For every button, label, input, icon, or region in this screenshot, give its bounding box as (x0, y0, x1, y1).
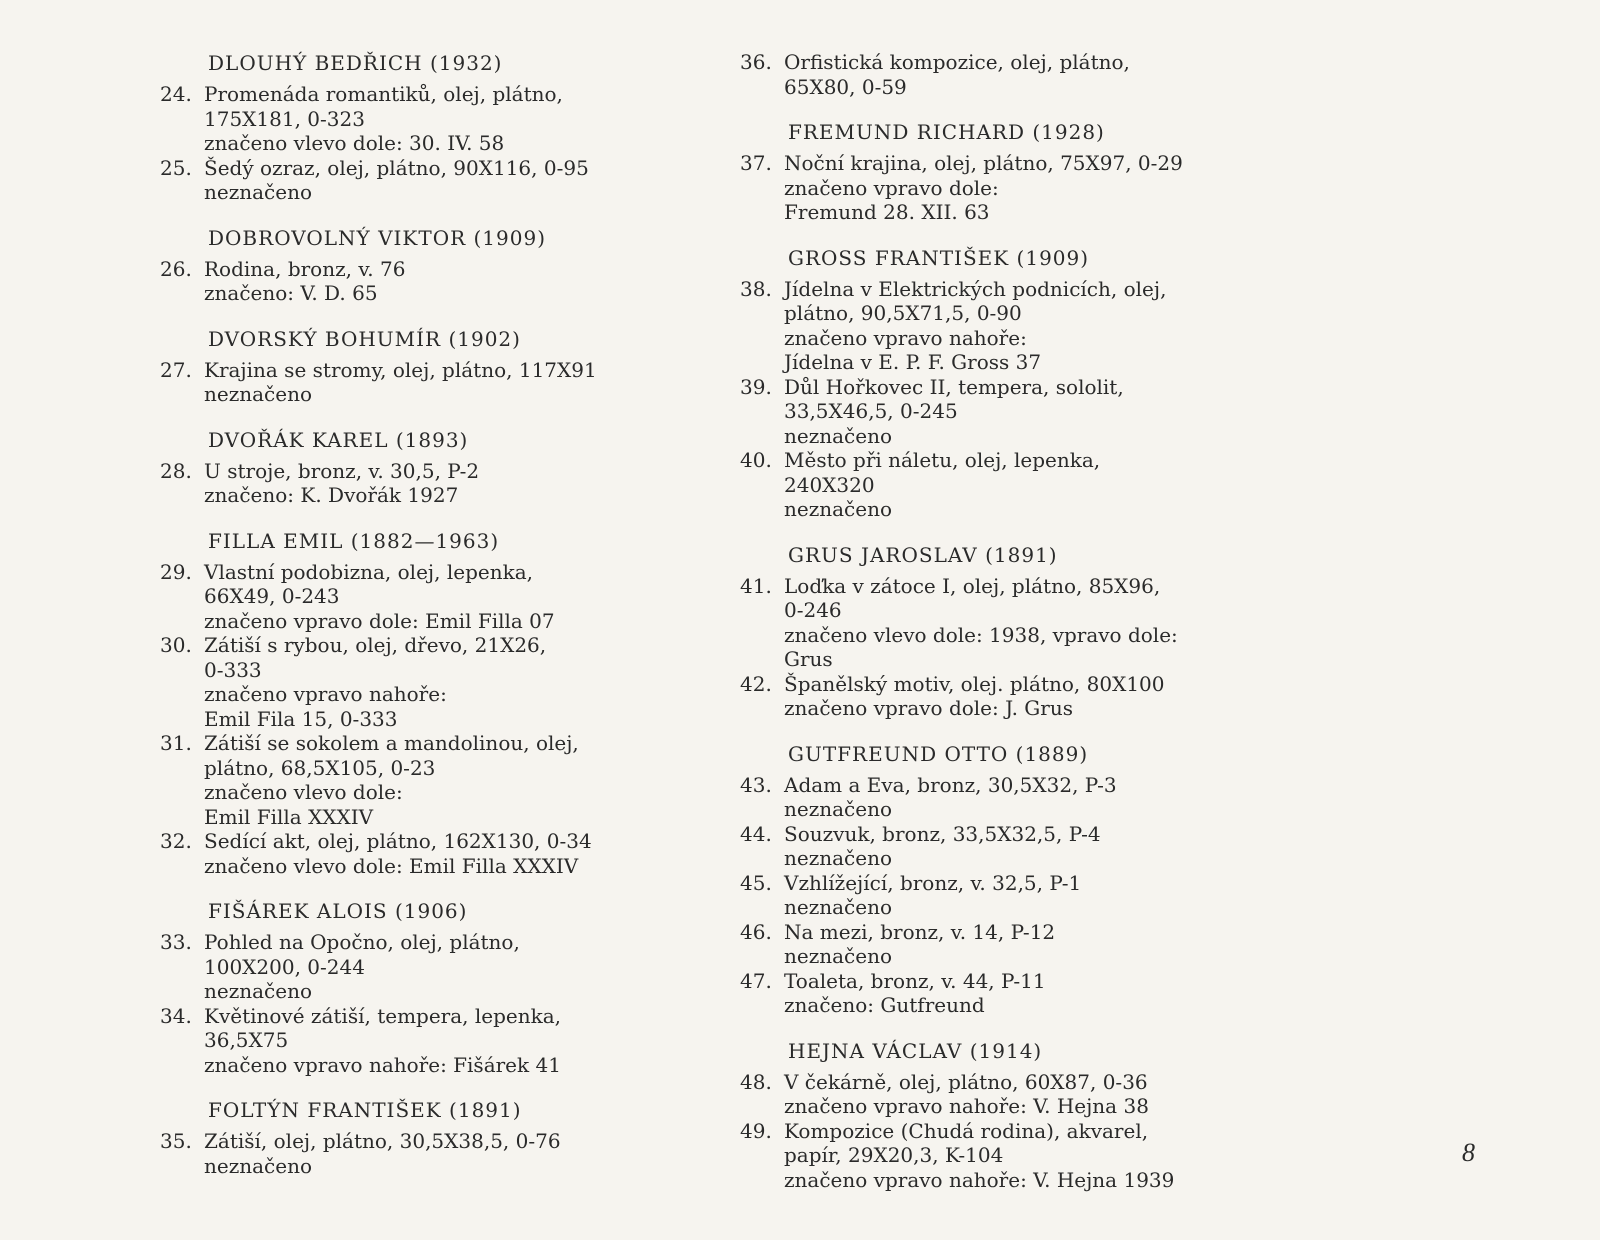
entry-line: plátno, 90,5X71,5, 0-90 (784, 301, 1022, 325)
artist-heading: GRUS JAROSLAV (1891) (788, 542, 1058, 567)
entry-line: 65X80, 0-59 (784, 74, 907, 99)
catalog-entry (160, 1129, 680, 1178)
catalog-entry (160, 560, 680, 634)
entry-number: 48. (740, 1069, 772, 1094)
artist-heading: DLOUHÝ BEDŘICH (1932) (208, 51, 503, 75)
entry-number: 30. (160, 633, 192, 657)
entry-line: neznačeno (784, 895, 893, 919)
entry-description (204, 358, 680, 407)
catalog-entry (740, 50, 1280, 99)
entry-line: Pohled na Opočno, olej, plátno, (204, 930, 520, 954)
entry-line: 36,5X75 (204, 1028, 289, 1052)
catalog-entry (160, 731, 680, 829)
page-number: 8 (1462, 1138, 1475, 1167)
entry-line: značeno: Gutfreund (784, 993, 985, 1017)
catalog-entry (740, 277, 1280, 375)
catalog-entry (740, 822, 1280, 871)
entry-line: neznačeno (784, 797, 893, 821)
entry-line: Orfistická kompozice, olej, plátno, (784, 50, 1130, 74)
entry-line: značeno vlevo dole: 1938, vpravo dole: (784, 622, 1178, 647)
entry-description (204, 560, 680, 634)
entry-description (204, 1129, 680, 1178)
entry-line: značeno: V. D. 65 (204, 281, 378, 305)
entry-line: Noční krajina, olej, plátno, 75X97, 0-29 (784, 151, 1183, 175)
entry-line: V čekárně, olej, plátno, 60X87, 0-36 (784, 1069, 1148, 1094)
catalog-entry (740, 574, 1280, 672)
entry-line: Zátiší se sokolem a mandolinou, olej, (204, 731, 579, 755)
entry-line: značeno vpravo nahoře: V. Hejna 1939 (784, 1167, 1175, 1192)
entry-line: Na mezi, bronz, v. 14, P-12 (784, 919, 1056, 944)
entry-number: 31. (160, 731, 192, 755)
entry-description (784, 920, 1280, 969)
entry-line: Důl Hořkovec II, tempera, sololit, (784, 374, 1124, 399)
entry-number: 39. (740, 374, 772, 399)
catalog-entry (160, 358, 680, 407)
entry-line: značeno vlevo dole: (204, 780, 403, 804)
entry-line: značeno vpravo nahoře: V. Hejna 38 (784, 1094, 1149, 1118)
entry-description (784, 448, 1280, 522)
entry-line: Rodina, bronz, v. 76 (204, 256, 406, 281)
entry-number: 36. (740, 50, 772, 74)
entry-number: 34. (160, 1003, 192, 1028)
catalog-entry (160, 1004, 680, 1078)
artist-heading: HEJNA VÁCLAV (1914) (788, 1038, 1043, 1063)
entry-line: 175X181, 0-323 (204, 106, 365, 131)
entry-number: 42. (740, 671, 772, 696)
entry-line: značeno vpravo dole: (784, 175, 999, 200)
entry-line: 0-246 (784, 598, 842, 622)
catalog-entry (740, 1119, 1280, 1193)
entry-number: 40. (740, 448, 772, 472)
entry-line: Vzhlížející, bronz, v. 32,5, P-1 (784, 870, 1082, 895)
entry-description (784, 375, 1280, 449)
catalog-entry (740, 773, 1280, 822)
entry-description (204, 731, 680, 829)
artist-heading: FOLTÝN FRANTIŠEK (1891) (208, 1098, 522, 1122)
entry-line: Souzvuk, bronz, 33,5X32,5, P-4 (784, 821, 1101, 846)
artist-heading: FIŠÁREK ALOIS (1906) (208, 899, 468, 923)
entry-line: Toaleta, bronz, v. 44, P-11 (784, 968, 1046, 993)
entry-number: 38. (740, 276, 772, 301)
entry-line: neznačeno (204, 1153, 313, 1178)
entry-line: 100X200, 0-244 (204, 954, 365, 979)
entry-number: 45. (740, 870, 772, 895)
entry-line: U stroje, bronz, v. 30,5, P-2 (204, 458, 480, 483)
entry-line: značeno vpravo nahoře: (784, 325, 1027, 350)
catalog-entry (740, 151, 1280, 225)
catalog-entry (160, 829, 680, 878)
entry-description (784, 151, 1280, 225)
entry-line: neznačeno (204, 180, 313, 204)
catalog-entry (740, 375, 1280, 449)
entry-description (204, 829, 680, 878)
entry-line: Emil Fila 15, 0-333 (204, 706, 398, 731)
entry-line: 33,5X46,5, 0-245 (784, 399, 958, 423)
entry-description (784, 50, 1280, 99)
catalog-entry (160, 257, 680, 306)
entry-number: 46. (740, 919, 772, 944)
catalog-entry (160, 82, 680, 156)
entry-line: plátno, 68,5X105, 0-23 (204, 755, 436, 780)
entry-line: neznačeno (784, 944, 893, 968)
entry-description (784, 672, 1280, 721)
entry-description (204, 156, 680, 205)
entry-description (204, 257, 680, 306)
artist-heading: GROSS FRANTIŠEK (1909) (788, 245, 1090, 270)
entry-line: neznačeno (204, 979, 313, 1003)
entry-line: neznačeno (784, 846, 893, 870)
catalog-entry (740, 448, 1280, 522)
entry-number: 24. (160, 82, 192, 106)
entry-description (784, 969, 1280, 1018)
entry-line: značeno vpravo nahoře: Fišárek 41 (204, 1052, 561, 1077)
left-column (160, 50, 680, 1178)
entry-line: Vlastní podobizna, olej, lepenka, (204, 559, 533, 584)
entry-line: Město při náletu, olej, lepenka, (784, 448, 1101, 472)
entry-line: Krajina se stromy, olej, plátno, 117X91 (204, 357, 597, 382)
entry-description (784, 574, 1280, 672)
catalog-entry (740, 920, 1280, 969)
catalog-entry (160, 633, 680, 731)
entry-description (204, 1004, 680, 1078)
entry-line: Emil Filla XXXIV (204, 804, 374, 829)
entry-line: papír, 29X20,3, K-104 (784, 1143, 1004, 1167)
catalog-entry (160, 930, 680, 1004)
entry-line: 240X320 (784, 472, 875, 497)
entry-number: 25. (160, 155, 192, 180)
entry-line: Zátiší s rybou, olej, dřevo, 21X26, (204, 633, 547, 657)
entry-description (784, 822, 1280, 871)
entry-line: 0-333 (204, 657, 262, 682)
entry-number: 49. (740, 1118, 772, 1143)
entry-line: Šedý ozraz, olej, plátno, 90X116, 0-95 (204, 155, 589, 180)
entry-number: 35. (160, 1129, 192, 1153)
catalog-entry (160, 459, 680, 508)
entry-description (784, 773, 1280, 822)
entry-line: Grus (784, 647, 833, 671)
catalog-entry (160, 156, 680, 205)
entry-line: Sedící akt, olej, plátno, 162X130, 0-34 (204, 829, 592, 853)
entry-line: značeno vpravo dole: J. Grus (784, 696, 1073, 720)
entry-line: 66X49, 0-243 (204, 584, 340, 608)
entry-line: značeno vlevo dole: Emil Filla XXXIV (204, 853, 579, 878)
catalog-entry (740, 1070, 1280, 1119)
entry-line: Loďka v zátoce I, olej, plátno, 85X96, (784, 573, 1161, 598)
entry-number: 37. (740, 151, 772, 175)
artist-heading: FILLA EMIL (1882—1963) (208, 528, 500, 553)
entry-line: značeno: K. Dvořák 1927 (204, 483, 459, 507)
right-column (740, 50, 1280, 1192)
artist-heading: FREMUND RICHARD (1928) (788, 120, 1105, 144)
entry-line: Jídelna v E. P. F. Gross 37 (784, 350, 1042, 374)
entry-line: značeno vpravo dole: Emil Filla 07 (204, 608, 555, 633)
entry-description (784, 1119, 1280, 1193)
artist-heading: DVOŘÁK KAREL (1893) (208, 427, 469, 452)
entry-description (204, 82, 680, 156)
entry-line: Zátiší, olej, plátno, 30,5X38,5, 0-76 (204, 1129, 561, 1153)
entry-line: Španělský motiv, olej. plátno, 80X100 (784, 671, 1165, 696)
entry-number: 44. (740, 821, 772, 846)
entry-number: 28. (160, 458, 192, 483)
entry-line: neznačeno (784, 497, 893, 521)
entry-line: Fremund 28. XII. 63 (784, 200, 990, 224)
entry-line: Květinové zátiší, tempera, lepenka, (204, 1003, 562, 1028)
catalog-entry (740, 969, 1280, 1018)
entry-description (204, 459, 680, 508)
entry-description (784, 871, 1280, 920)
entry-number: 26. (160, 256, 192, 281)
entry-description (784, 1070, 1280, 1119)
entry-number: 27. (160, 357, 192, 382)
entry-number: 43. (740, 772, 772, 797)
entry-line: značeno vlevo dole: 30. IV. 58 (204, 131, 505, 155)
entry-description (204, 930, 680, 1004)
entry-description (204, 633, 680, 731)
entry-line: Jídelna v Elektrických podnicích, olej, (784, 276, 1167, 301)
entry-line: Promenáda romantiků, olej, plátno, (204, 82, 563, 106)
entry-number: 33. (160, 930, 192, 954)
entry-description (784, 277, 1280, 375)
entry-line: Adam a Eva, bronz, 30,5X32, P-3 (784, 772, 1117, 797)
catalog-entry (740, 871, 1280, 920)
catalog-entry (740, 672, 1280, 721)
artist-heading: GUTFREUND OTTO (1889) (788, 741, 1089, 766)
entry-line: neznačeno (784, 423, 893, 448)
entry-line: neznačeno (204, 382, 313, 406)
entry-number: 29. (160, 559, 192, 584)
entry-line: značeno vpravo nahoře: (204, 682, 447, 706)
artist-heading: DVORSKÝ BOHUMÍR (1902) (208, 326, 521, 351)
entry-line: Kompozice (Chudá rodina), akvarel, (784, 1118, 1149, 1143)
entry-number: 47. (740, 968, 772, 993)
artist-heading: DOBROVOLNÝ VIKTOR (1909) (208, 225, 547, 250)
entry-number: 41. (740, 573, 772, 598)
entry-number: 32. (160, 829, 192, 853)
